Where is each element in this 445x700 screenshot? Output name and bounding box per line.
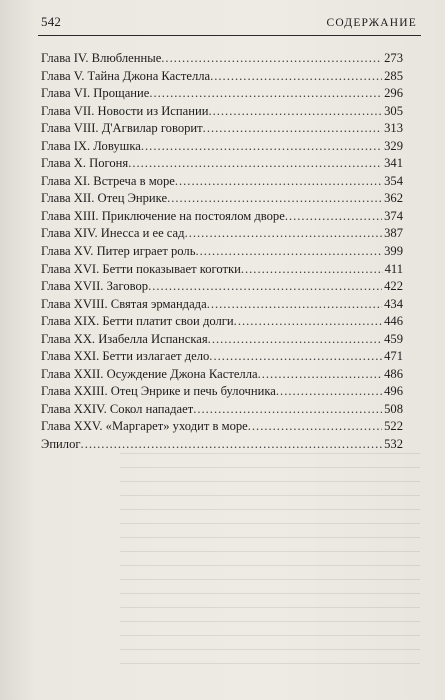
dot-leader <box>285 208 382 226</box>
running-header <box>41 14 417 30</box>
dot-leader <box>276 383 382 401</box>
dot-leader <box>193 401 382 419</box>
toc-entry <box>41 348 403 366</box>
toc-entry-label: Глава VII. Новости из Испании <box>41 103 209 118</box>
toc-entry-label: Глава XVI. Бетти показывает коготки <box>41 261 241 276</box>
toc-entry-label: Глава XXIV. Сокол нападает <box>41 401 194 416</box>
dot-leader <box>208 331 382 349</box>
toc-entry <box>41 313 403 331</box>
toc-entry-label: Глава X. Погоня <box>41 156 129 171</box>
toc-entry-page: 508 <box>384 401 403 416</box>
dot-leader <box>148 278 382 296</box>
toc-entry <box>41 103 403 121</box>
toc-entry <box>41 418 403 436</box>
dot-leader <box>203 120 382 138</box>
toc-entry-page: 399 <box>384 244 403 259</box>
dot-leader <box>208 103 382 121</box>
page-number: 542 <box>41 14 62 29</box>
toc-entry-page: 305 <box>384 103 403 118</box>
toc-entry-page: 374 <box>384 208 403 223</box>
toc-entry <box>41 85 403 103</box>
toc-entry <box>41 173 403 191</box>
toc-entry <box>41 155 403 173</box>
toc-entry-page: 422 <box>384 279 403 294</box>
dot-leader <box>210 68 382 86</box>
toc-entry <box>41 243 403 261</box>
toc-entry <box>41 120 403 138</box>
header-rule <box>38 35 421 36</box>
bleed-through-texture <box>120 440 420 690</box>
toc-entry-page: 496 <box>384 384 403 399</box>
toc-entry <box>41 138 403 156</box>
toc-entry <box>41 296 403 314</box>
toc-entry-page: 434 <box>384 296 403 311</box>
toc-entry-label: Глава XXIII. Отец Энрике и печь булочника <box>41 384 276 399</box>
toc-entry-page: 285 <box>384 68 403 83</box>
toc-entry-label: Глава XX. Изабелла Испанская <box>41 331 208 346</box>
toc-entry-label: Глава VIII. Д'Агвилар говорит <box>41 121 203 136</box>
toc-entry <box>41 383 403 401</box>
toc-entry-page: 411 <box>384 261 403 276</box>
toc-entry-label: Глава IX. Ловушка <box>41 138 141 153</box>
dot-leader <box>149 85 382 103</box>
toc-entry <box>41 401 403 419</box>
toc-entry-label: Глава XIII. Приключение на постоялом дворе <box>41 208 285 223</box>
toc-entry-label: Глава IV. Влюбленные <box>41 51 162 65</box>
toc-entry <box>41 208 403 226</box>
dot-leader <box>195 243 382 261</box>
toc-entry-label: Глава XII. Отец Энрике <box>41 191 168 206</box>
toc-entry <box>41 190 403 208</box>
toc-entry <box>41 261 403 279</box>
page-title: СОДЕРЖАНИЕ <box>326 17 417 29</box>
toc-entry-page: 522 <box>384 419 403 434</box>
dot-leader <box>175 173 382 191</box>
toc-entry-label: Глава VI. Прощание <box>41 86 150 101</box>
toc-entry-page: 341 <box>384 156 403 171</box>
toc-entry <box>41 225 403 243</box>
dot-leader <box>207 296 382 314</box>
toc-entry-label: Глава XV. Питер играет роль <box>41 244 196 259</box>
toc-entry-page: 354 <box>384 173 403 188</box>
toc-entry-page: 362 <box>384 191 403 206</box>
dot-leader <box>185 225 383 243</box>
toc-entry-label: Эпилог <box>41 437 81 452</box>
toc-entry-label: Глава XIX. Бетти платит свои долги <box>41 314 234 329</box>
dot-leader <box>167 190 382 208</box>
dot-leader <box>241 261 383 279</box>
toc-entry-page: 459 <box>384 331 403 346</box>
toc-entry-label: Глава XXI. Бетти излагает дело <box>41 349 210 364</box>
toc-entry-page: 387 <box>384 226 403 241</box>
toc-entry-page: 486 <box>384 366 403 381</box>
toc-entry-label: Глава XVII. Заговор <box>41 279 149 294</box>
toc-entry-page: 446 <box>384 314 403 329</box>
dot-leader <box>258 366 383 384</box>
dot-leader <box>128 155 382 173</box>
dot-leader <box>234 313 382 331</box>
table-of-contents <box>41 50 403 454</box>
toc-entry-page: 329 <box>384 138 403 153</box>
toc-entry <box>41 278 403 296</box>
toc-entry-page: 532 <box>384 437 403 452</box>
toc-entry-label: Глава XXV. «Маргарет» уходит в море <box>41 419 248 434</box>
toc-entry-page: 471 <box>384 349 403 364</box>
toc-entry-label: Глава V. Тайна Джона Кастелла <box>41 68 211 83</box>
dot-leader <box>209 348 382 366</box>
toc-entry <box>41 331 403 349</box>
dot-leader <box>248 418 382 436</box>
toc-entry-label: Глава XVIII. Святая эрмандада <box>41 296 207 311</box>
toc-entry-page: 296 <box>384 86 403 101</box>
toc-entry-label: Глава XXII. Осуждение Джона Кастелла <box>41 366 258 381</box>
dot-leader <box>161 50 382 68</box>
dot-leader <box>141 138 382 156</box>
toc-entry <box>41 50 403 68</box>
toc-entry-label: Глава XIV. Инесса и ее сад <box>41 226 185 241</box>
toc-entry-page: 273 <box>384 51 403 65</box>
toc-entry <box>41 68 403 86</box>
toc-entry-page: 313 <box>384 121 403 136</box>
toc-entry <box>41 366 403 384</box>
toc-entry-label: Глава XI. Встреча в море <box>41 173 175 188</box>
